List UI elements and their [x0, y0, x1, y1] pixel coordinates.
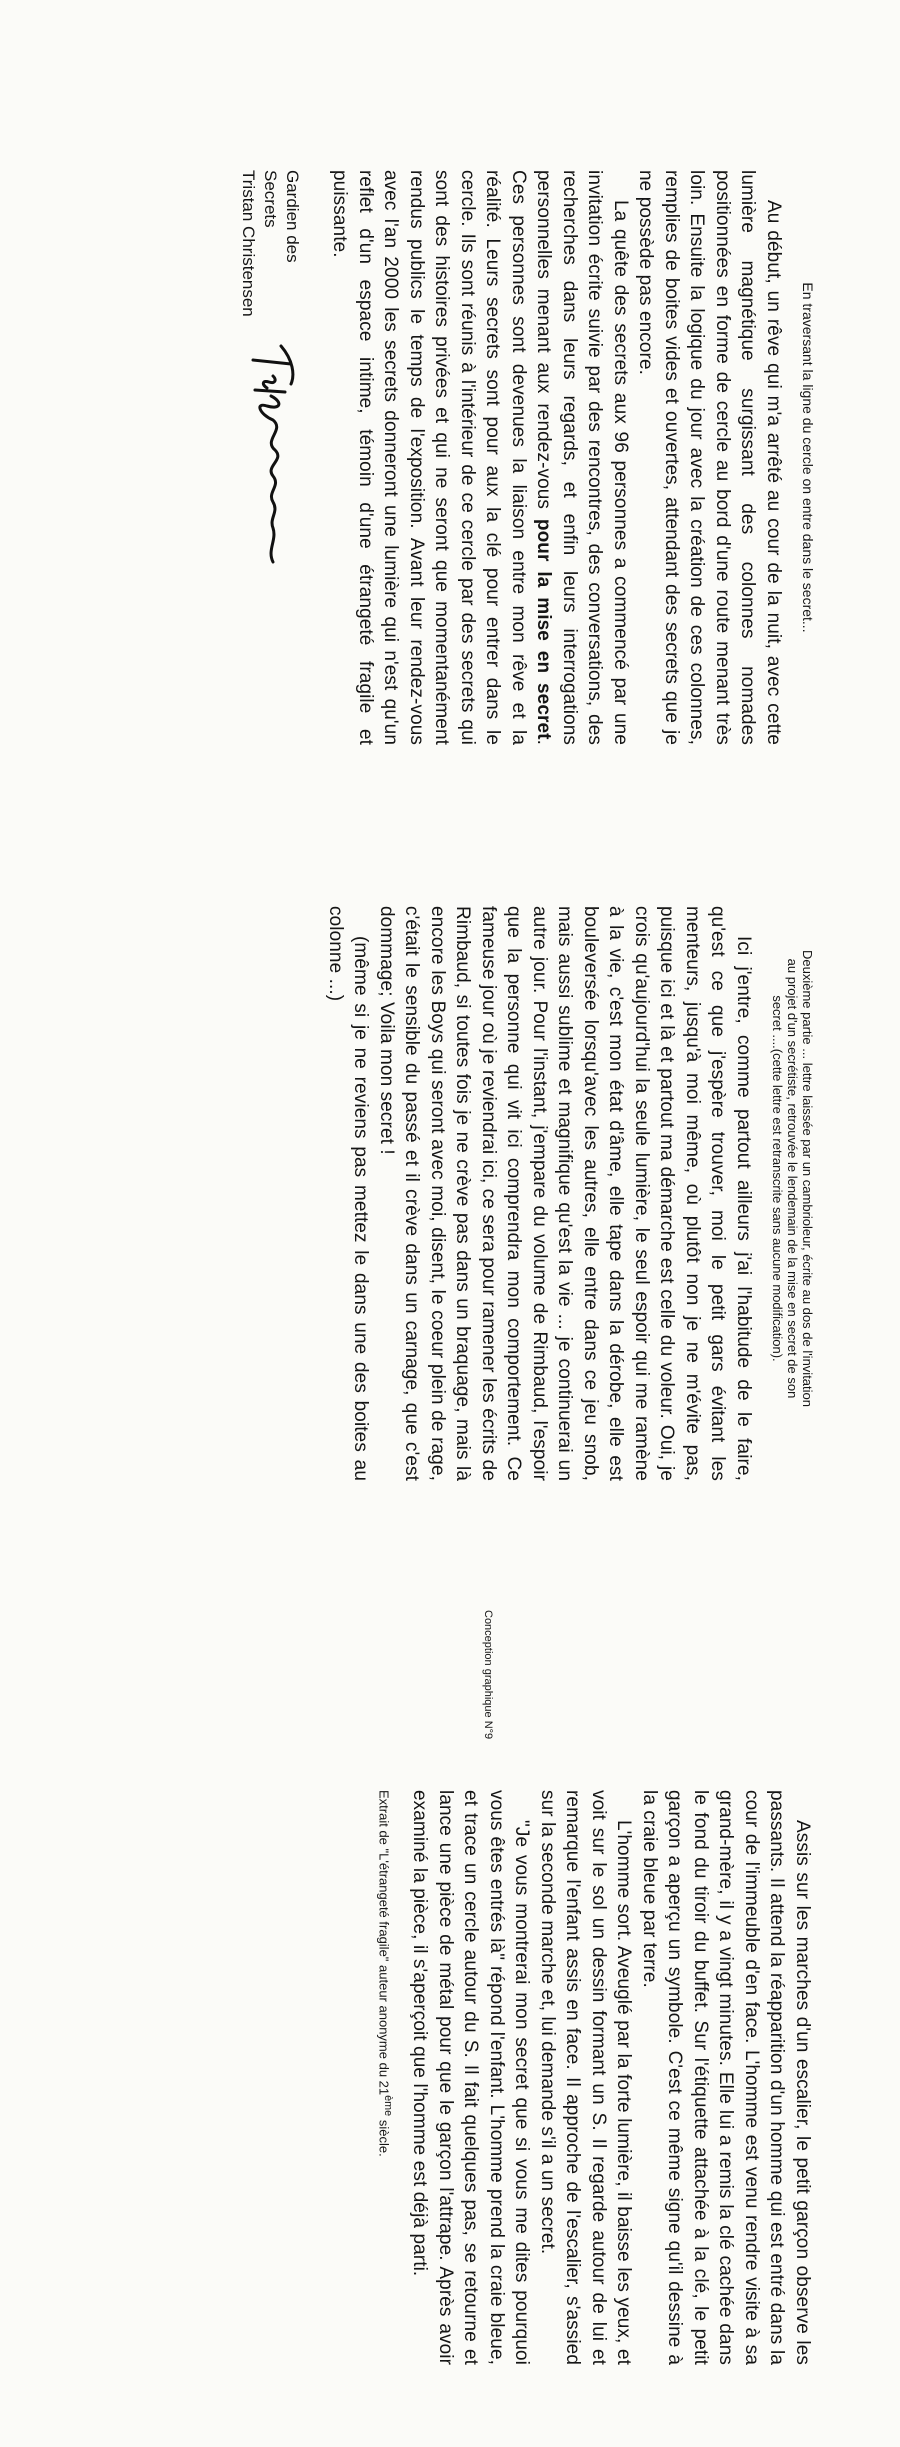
letter-intro: Deuxième partie ... lettre laissée par un cambrioleur, écrite au dos de l'invitation au projet d'un secrétiste, retrouvée le lendemain de la mise en secret de son secret ....(cette lettre est retranscrite sans aucune modification).	[770, 950, 815, 1407]
story-paragraph-3: "Je vous montrerai mon secret que si vous me dites pourquoi vous êtes entrés là" répond l'enfant. L'homme prend la craie bleue, et trace un cercle autour du S. Il fait quelques pas, se retourne et lance une pièce de métal pour que le garçon l'attrape. Après avoir examiné la pièce, il s'aperçoit que l'homme est déjà parti.	[409, 1790, 533, 2365]
signature-name: Tristan Christensen	[239, 170, 258, 317]
intro-heading: En traversant la ligne du cercle on entre dans le secret...	[800, 282, 816, 633]
story-source: Extrait de "L'étrangeté fragile" auteur anonyme du 21ème siècle.	[376, 1790, 394, 2157]
letter-paragraph-1: Ici j'entre, comme partout ailleurs j'ai l'habitude de le faire, qu'est ce que j'espère trouver, moi le petit gars évitant les menteurs, jusqu'à moi même, où plutôt non je ne m'évite pas, puisque ici et là et partout ma démarche est celle du voleur. Oui, je crois qu'aujourd'hui la seule lumière, le seul espoir qui me ramène à la vie, c'est mon état d'âme, elle tape dans la dérobe, elle est bouleversée lorsqu'avec les autres, elle entre dans ce jeu snob, mais aussi sublime et magnifique qu'est la vie ... je continuerai un autre jour. Pour l'instant, j'empare du volume de Rimbaud, l'espoir que la personne qui vit ici comprendra mon comportement. Ce fameuse jour où je reviendrai ici, ce sera pour ramener les écrits de Rimbaud, si toutes fois je ne crève pas dans un braquage, mais là encore les Boys qui seront avec moi, disent, le coeur plein de rage, c'était le sensible du passé et il crève dans un carnage, que c'est dommage; Voila mon secret !	[376, 906, 754, 1481]
story-paragraph-2: L'homme sort. Aveuglé par la forte lumière, il baisse les yeux, et voit sur le sol un dessin formant un S. Il regarde autour de lui et remarque l'enfant assis en face. Il approche de l'escalier, s'assied sur la seconde marche et, lui demande s'il a un secret.	[537, 1790, 635, 2365]
handwritten-signature-icon	[241, 340, 303, 570]
story-body	[407, 1790, 815, 2365]
section-letter	[323, 906, 816, 1481]
section-story	[377, 1790, 815, 2365]
intro-paragraph-2: La quête des secrets aux 96 personnes a commencé par une invitation écrite suivie par des rencontres, des conversations, des recherches dans leurs regards, et enfin leurs interrogations personnelles menant aux rendez-vous pour la mise en secret. Ces personnes sont devenues la liaison entre mon rêve et la réalité. Leurs secrets sont pour aux la clé pour entrer dans le cercle. Ils sont réunis à l'intérieur de ce cercle par des secrets qui sont des histoires privées et qui ne seront que momentanément rendus publics le temps de l'exposition. Avant leur rendez-vous avec l'an 2000 les secrets donneront une lumière qui n'est qu'un reflet d'un espace intime, témoin d'une étrangeté fragile et puissante.	[329, 170, 631, 745]
signature-block	[237, 170, 309, 745]
intro-paragraph-1: Au début, un rêve qui m'a arrêté au cour de la nuit, avec cette lumière magnétique surgissant des colonnes nomades positionnées en forme de cercle au bord d'une route menant très loin. Ensuite la logique du jour avec la création de ces colonnes, remplies de boites vides et ouvertes, attendant des secrets que je ne possède pas encore.	[635, 170, 784, 745]
letter-body	[323, 906, 757, 1481]
section-intro	[237, 170, 815, 745]
story-paragraph-1: Assis sur les marches d'un escalier, le petit garçon observe les passants. Il attend la réapparition d'un homme qui est entré dans la cour de l'immeuble d'en face. L'homme est venu rendre visite à sa grand-mère, il y a vingt minutes. Elle lui a remis la clé cachée dans le fond du tiroir du buffet. Sur l'étiquette attachée à la clé, le petit garçon a aperçu un symbole. C'est ce même signe qu'il dessine à la craie bleue par terre.	[639, 1790, 813, 2365]
signature-title: Gardien des Secrets	[261, 170, 302, 263]
letter-paragraph-2: (même si je ne reviens pas mettez le dans une des boites au colonne ...)	[325, 906, 372, 1481]
intro-body	[327, 170, 786, 745]
graphic-design-credit: Conception graphique N°9	[482, 1610, 494, 1740]
